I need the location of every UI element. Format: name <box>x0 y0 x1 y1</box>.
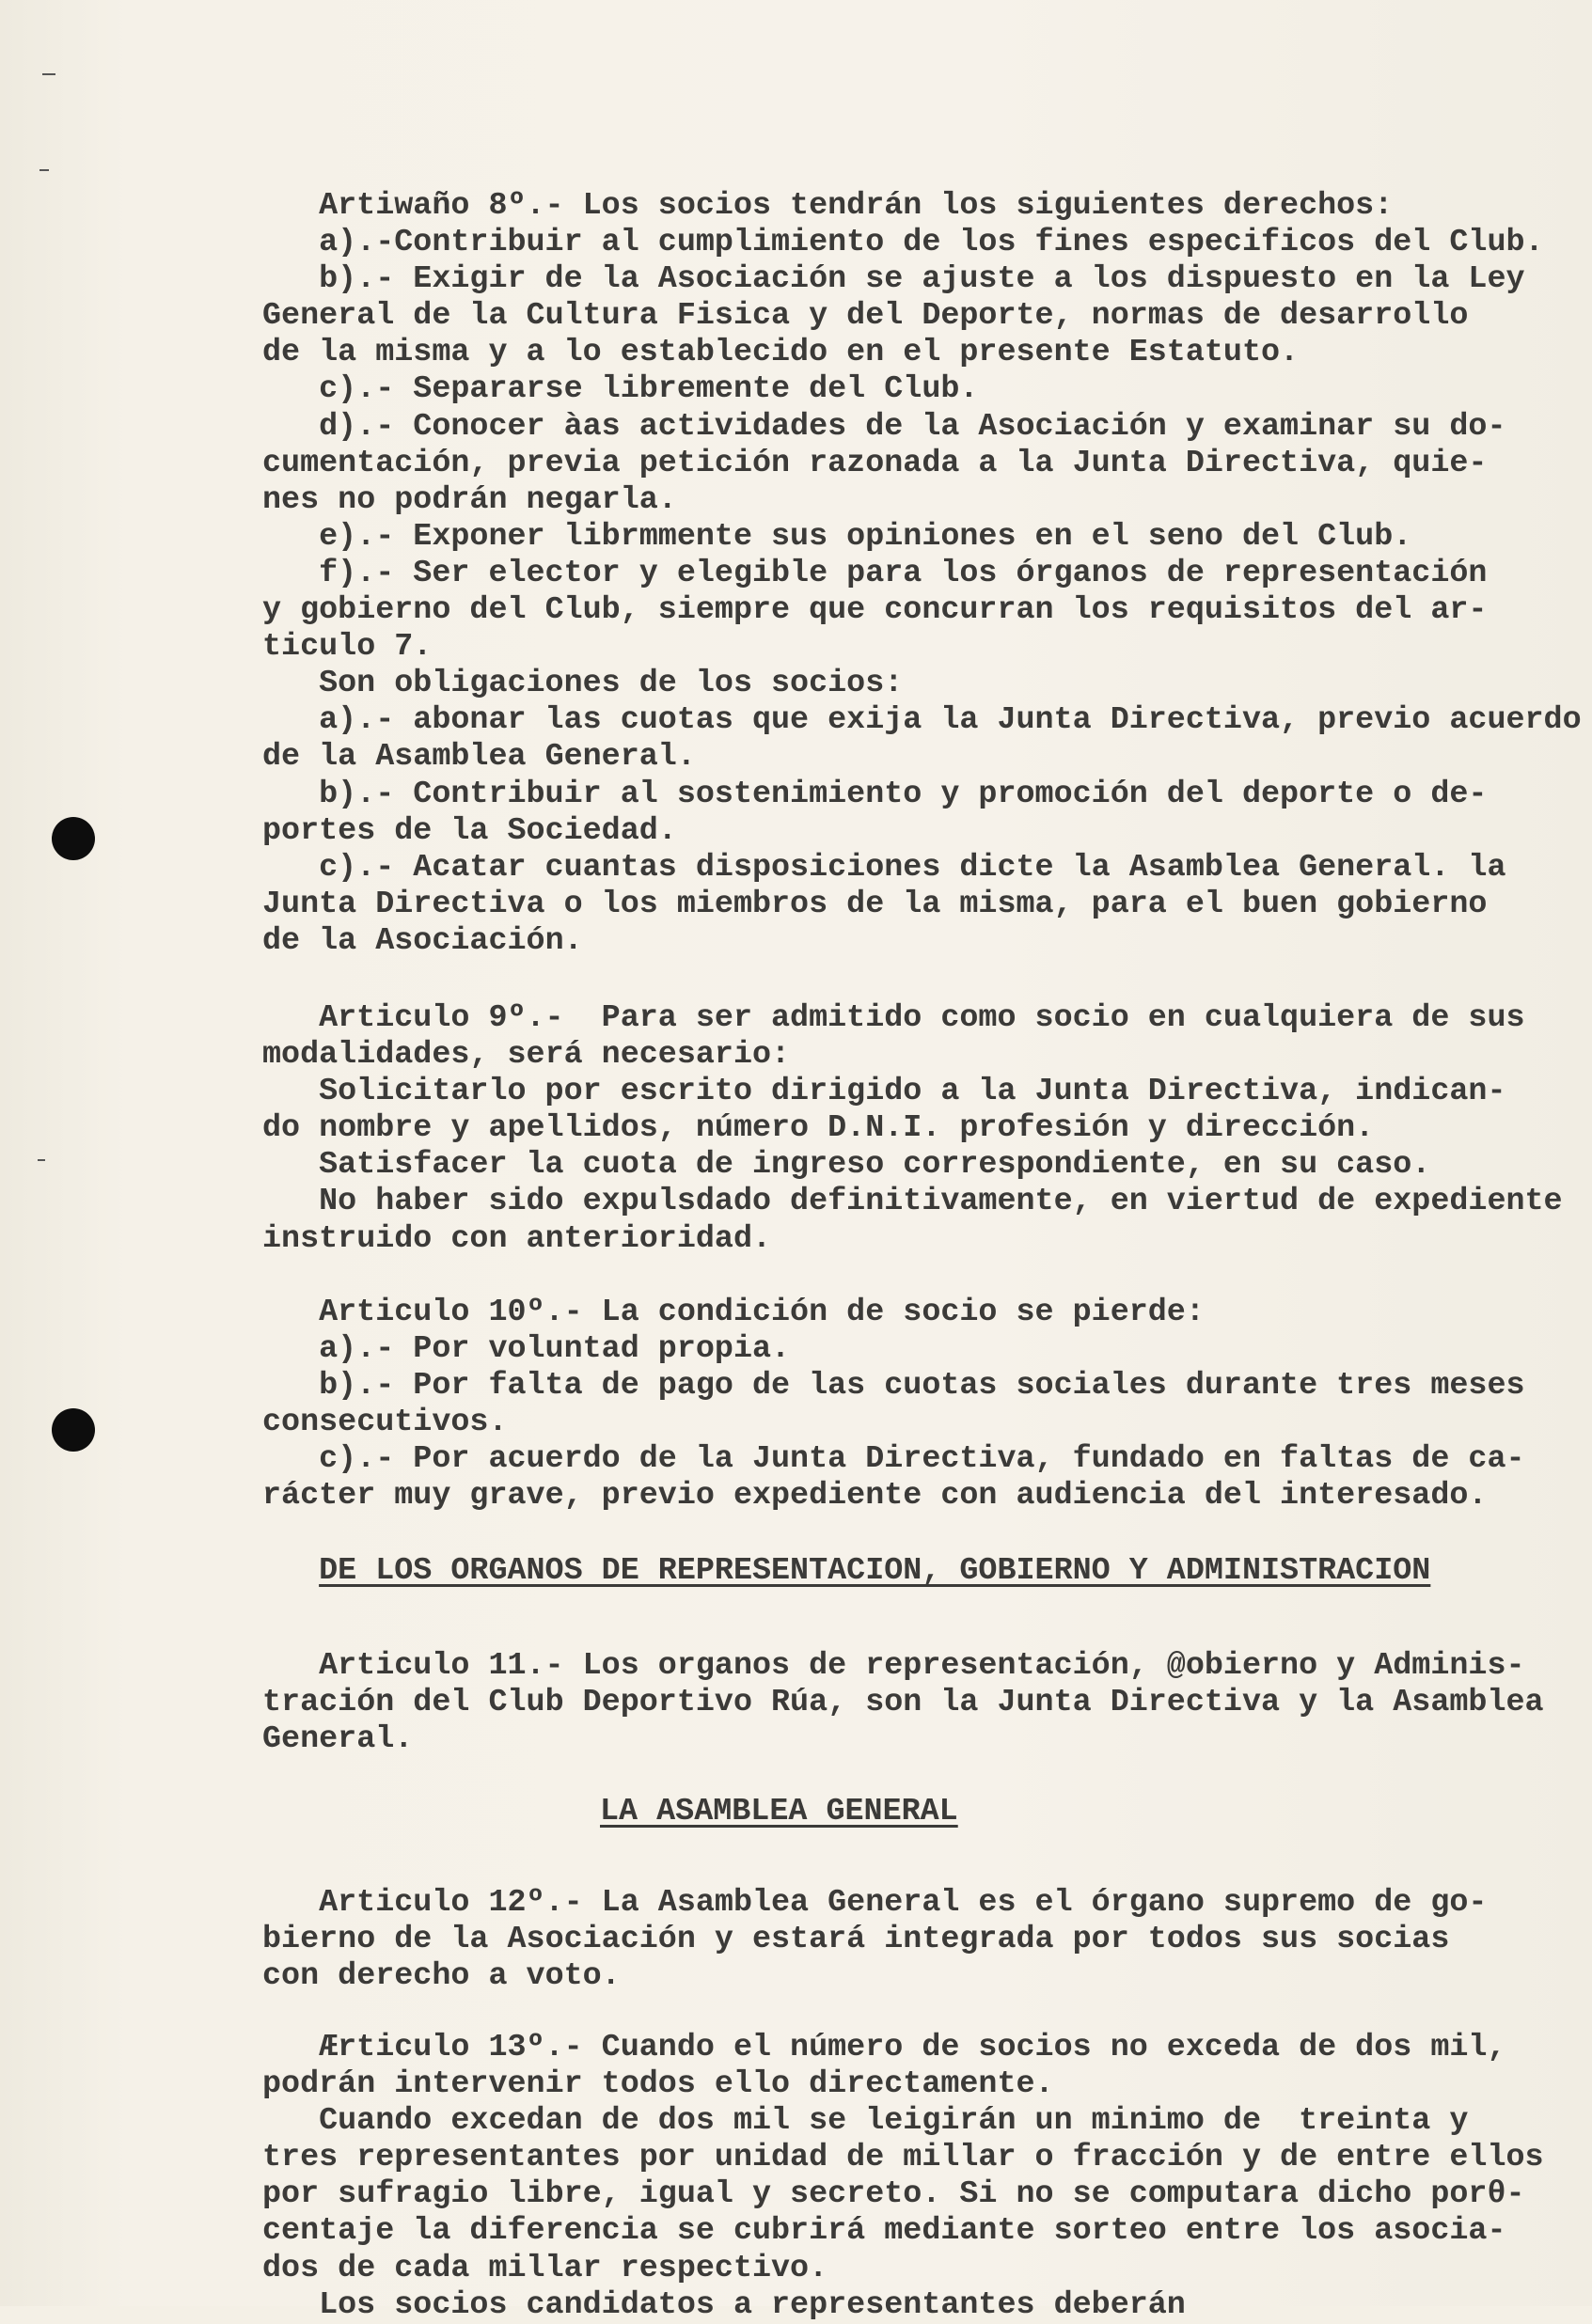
text-line: cumentación, previa petición razonada a la Junta Directiva, quie- <box>262 445 1488 481</box>
section-heading: DE LOS ORGANOS DE REPRESENTACION, GOBIERNO Y ADMINISTRACION <box>319 1553 1431 1589</box>
margin-mark <box>39 169 49 171</box>
text-line: y gobierno del Club, siempre que concurran los requisitos del ar- <box>262 592 1488 629</box>
punch-hole <box>52 817 95 860</box>
text-line: Los socios candidatos a representantes deberán <box>319 2286 1186 2323</box>
articulo-9 <box>262 1000 1579 1258</box>
articulo-8 <box>262 188 1582 960</box>
text-line: f).- Ser elector y elegible para los órganos de representación <box>319 555 1488 591</box>
text-line: a).- Por voluntad propia. <box>319 1331 791 1368</box>
text-line: b).- Por falta de pago de las cuotas sociales durante tres meses <box>319 1368 1525 1405</box>
section-heading: LA ASAMBLEA GENERAL <box>600 1794 958 1829</box>
text-line: Articulo 10º.- La condición de socio se pierde: <box>319 1295 1205 1330</box>
text-line: nes no podrán negarla. <box>262 481 677 518</box>
text-line: tres representantes por unidad de millar o fracción y de entre ellos <box>262 2140 1544 2176</box>
articulo-13 <box>262 2030 1579 2324</box>
text-line: Son obligaciones de los socios: <box>319 666 904 702</box>
text-line: portes de la Sociedad. <box>262 812 677 849</box>
text-line: No haber sido expulsdado definitivamente, en viertud de expediente <box>319 1184 1563 1220</box>
text-line: d).- Conocer àas actividades de la Asociación y examinar su do- <box>319 408 1506 445</box>
margin-mark <box>42 73 55 75</box>
text-line: con derecho a voto. <box>262 1958 621 1995</box>
text-line: rácter muy grave, previo expediente con audiencia del interesado. <box>262 1478 1488 1515</box>
text-line: modalidades, será necesario: <box>262 1037 791 1074</box>
text-line: c).- Por acuerdo de la Junta Directiva, fundado en faltas de ca- <box>319 1441 1525 1478</box>
heading-organos-section <box>262 1553 1579 1590</box>
text-line: Articulo 9º.- Para ser admitido como socio en cualquiera de sus <box>319 1000 1525 1036</box>
text-line: b).- Exigir de la Asociación se ajuste a los dispuesto en la Ley <box>319 261 1525 298</box>
text-line: podrán intervenir todos ello directamente. <box>262 2066 1054 2103</box>
text-line: Cuando excedan de dos mil se leigirán un minimo de treinta y <box>319 2103 1469 2140</box>
text-line: a).- abonar las cuotas que exija la Junta Directiva, previo acuerdo <box>319 702 1582 739</box>
text-line: b).- Contribuir al sostenimiento y promoción del deporte o de- <box>319 776 1488 812</box>
text-line: Ærticulo 13º.- Cuando el número de socios no exceda de dos mil, <box>319 2030 1506 2065</box>
text-line: dos de cada millar respectivo. <box>262 2250 828 2286</box>
text-line: Junta Directiva o los miembros de la misma, para el buen gobierno <box>262 886 1488 922</box>
text-line: Articulo 12º.- La Asamblea General es el órgano supremo de go- <box>319 1885 1488 1921</box>
text-line: de la misma y a lo establecido en el presente Estatuto. <box>262 335 1300 371</box>
punch-hole <box>52 1408 95 1452</box>
text-line: consecutivos. <box>262 1405 508 1441</box>
text-line: e).- Exponer librmmente sus opiniones en el seno del Club. <box>319 518 1412 555</box>
text-line: bierno de la Asociación y estará integrada por todos sus socias <box>262 1922 1450 1958</box>
text-line: por sufragio libre, igual y secreto. Si no se computara dicho porθ- <box>262 2176 1525 2213</box>
margin-mark <box>38 1159 45 1161</box>
text-line: General de la Cultura Fisica y del Deporte, normas de desarrollo <box>262 298 1469 335</box>
articulo-11 <box>262 1648 1579 1758</box>
text-line: Solicitarlo por escrito dirigido a la Junta Directiva, indican- <box>319 1074 1506 1110</box>
text-line: tración del Club Deportivo Rúa, son la Junta Directiva y la Asamblea <box>262 1685 1544 1721</box>
text-line: Articulo 11.- Los organos de representación, @obierno y Adminis- <box>319 1648 1525 1684</box>
text-line: c).- Separarse libremente del Club. <box>319 371 979 408</box>
text-line: instruido con anterioridad. <box>262 1220 772 1257</box>
articulo-12 <box>262 1885 1579 1995</box>
text-line: ticulo 7. <box>262 629 433 666</box>
text-line: do nombre y apellidos, número D.N.I. profesión y dirección. <box>262 1110 1375 1147</box>
text-line: Artiwaño 8º.- Los socios tendrán los siguientes derechos: <box>319 188 1394 224</box>
text-line: centaje la diferencia se cubrirá mediante sorteo entre los asocia- <box>262 2213 1506 2250</box>
heading-asamblea-section <box>600 1794 1592 1830</box>
text-line: Satisfacer la cuota de ingreso correspondiente, en su caso. <box>319 1147 1431 1184</box>
text-line: de la Asamblea General. <box>262 739 696 776</box>
articulo-10 <box>262 1295 1579 1515</box>
text-line: General. <box>262 1721 414 1758</box>
text-line: a).-Contribuir al cumplimiento de los fines especificos del Club. <box>319 225 1544 261</box>
text-line: c).- Acatar cuantas disposiciones dicte la Asamblea General. la <box>319 849 1506 886</box>
text-line: de la Asociación. <box>262 922 583 959</box>
